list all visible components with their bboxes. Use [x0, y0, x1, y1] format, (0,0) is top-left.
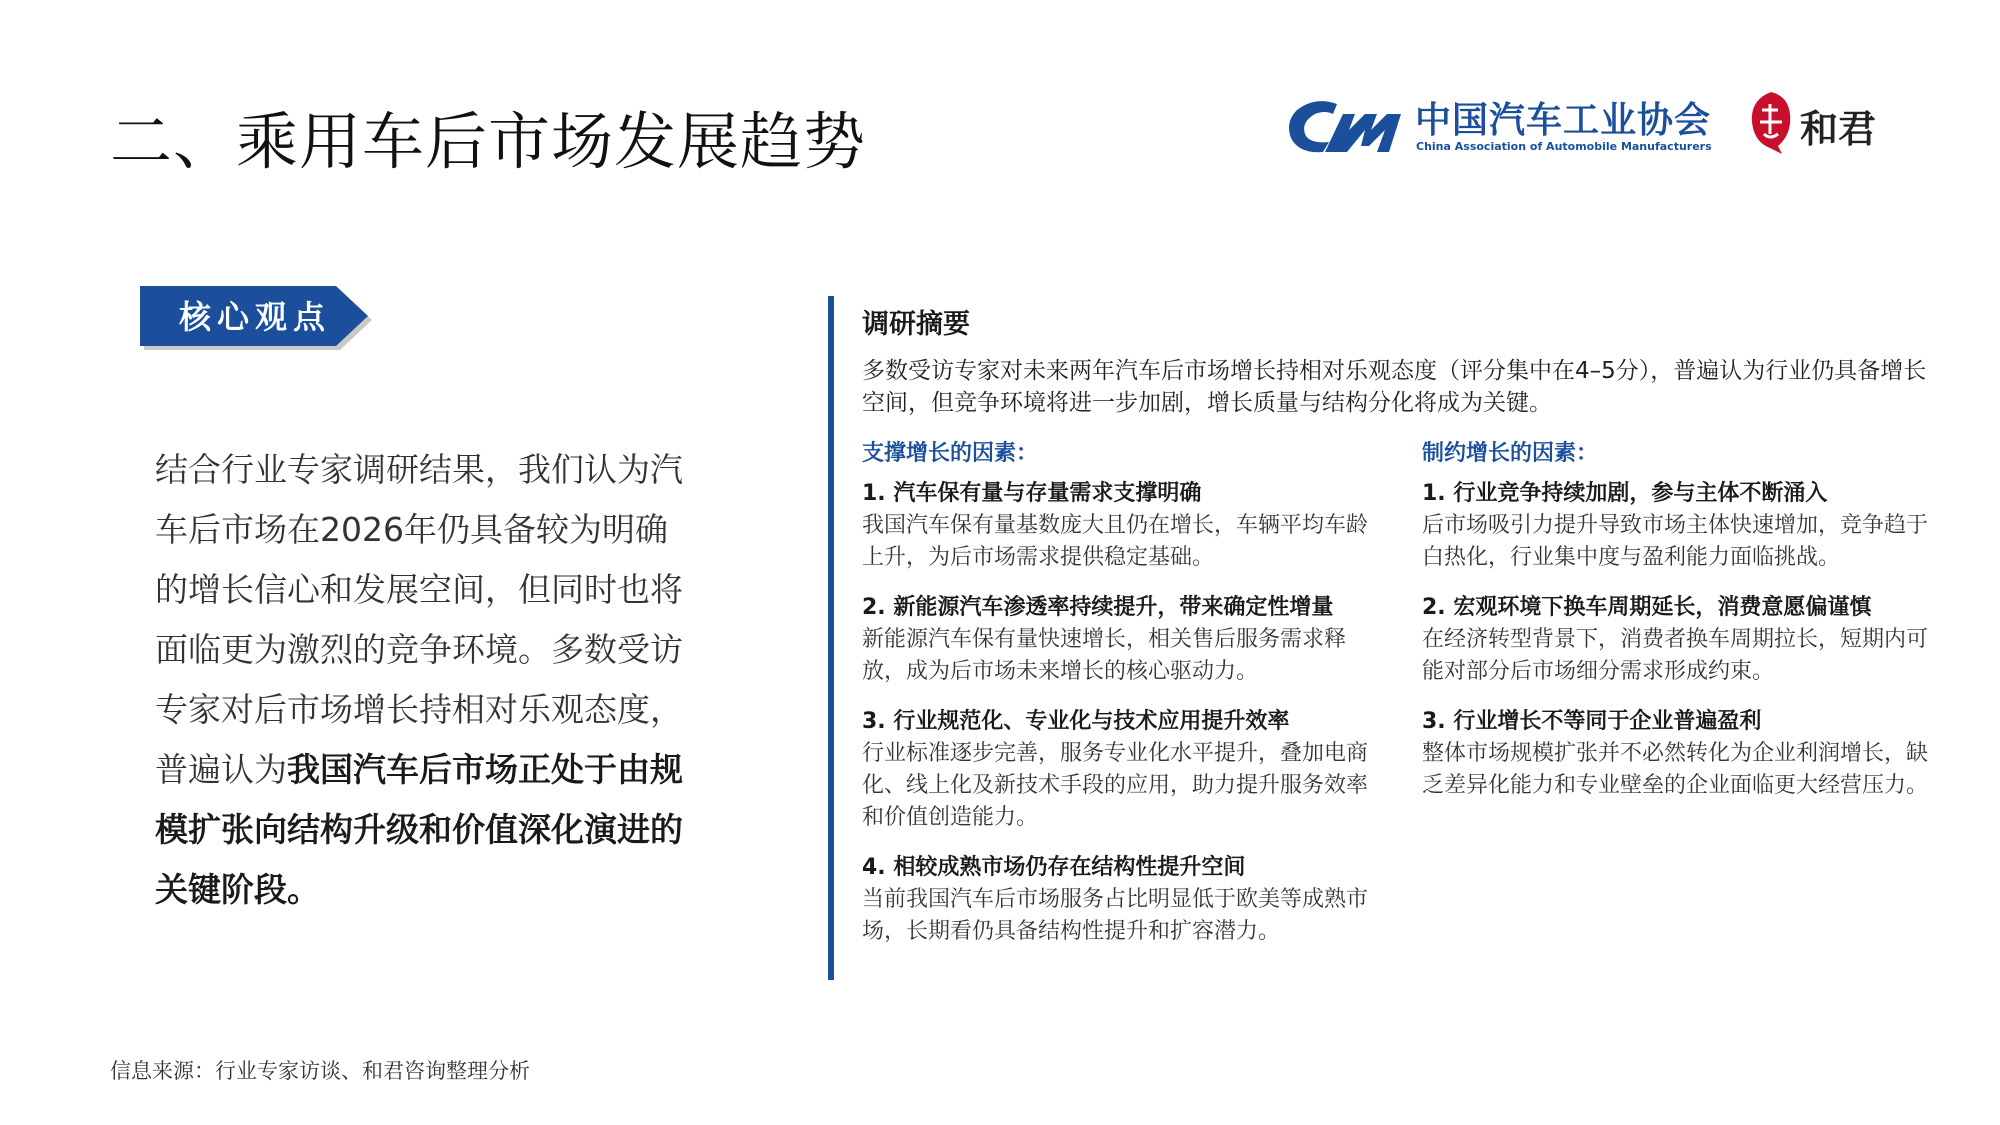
- caam-logo-en: China Association of Automobile Manufacturers: [1416, 140, 1712, 153]
- item-title: 3. 行业增长不等同于企业普遍盈利: [1422, 709, 1762, 734]
- constraint-heading: 制约增长的因素：: [1422, 441, 1599, 466]
- hejun-logo-text: 和君: [1800, 106, 1877, 151]
- hejun-logo: [1748, 90, 1908, 160]
- list-item: [1422, 478, 1932, 574]
- source-note: 信息来源：行业专家访谈、和君咨询整理分析: [110, 1059, 530, 1083]
- item-title: 3. 行业规范化、专业化与技术应用提升效率: [862, 709, 1290, 734]
- caam-logo: [1285, 92, 1712, 162]
- summary-body: 多数受访专家对未来两年汽车后市场增长持相对乐观态度（评分集中在4–5分），普遍认为行业仍具备增长空间，但竞争环境将进一步加剧，增长质量与结构分化将成为关键。: [862, 358, 1927, 416]
- summary-title: 调研摘要: [862, 309, 970, 340]
- item-title: 2. 新能源汽车渗透率持续提升，带来确定性增量: [862, 595, 1334, 620]
- core-viewpoint-label: 核心观点: [178, 298, 331, 336]
- item-title: 1. 行业竞争持续加剧，参与主体不断涌入: [1422, 481, 1828, 506]
- core-viewpoint-text: [155, 440, 700, 920]
- core-viewpoint-badge: [140, 286, 375, 356]
- item-title: 2. 宏观环境下换车周期延长，消费意愿偏谨慎: [1422, 595, 1872, 620]
- list-item: [862, 478, 1382, 574]
- list-item: [862, 852, 1382, 948]
- core-text-bold: 我国汽车后市场正处于由规模扩张向结构升级和价值深化演进的关键阶段。: [155, 750, 683, 909]
- list-item: [862, 706, 1382, 834]
- support-factors: [862, 436, 1382, 966]
- divider-line: [828, 296, 834, 980]
- list-item: [862, 592, 1382, 688]
- item-title: 1. 汽车保有量与存量需求支撑明确: [862, 481, 1202, 506]
- core-text-plain: 结合行业专家调研结果，我们认为汽车后市场在2026年仍具备较为明确的增长信心和发展空间，但同时也将面临更为激烈的竞争环境。多数受访专家对后市场增长持相对乐观态度，普遍认为: [155, 450, 683, 789]
- item-desc: 后市场吸引力提升导致市场主体快速增加，竞争趋于白热化，行业集中度与盈利能力面临挑战。: [1422, 513, 1929, 570]
- item-desc: 新能源汽车保有量快速增长，相关售后服务需求释放，成为后市场未来增长的核心驱动力。: [862, 627, 1347, 684]
- support-heading: 支撑增长的因素：: [862, 441, 1039, 466]
- caam-logo-cn: 中国汽车工业协会: [1415, 100, 1712, 141]
- caam-logo-icon: [1285, 96, 1405, 156]
- page-title: 二、乘用车后市场发展趋势: [110, 105, 867, 178]
- list-item: [1422, 706, 1932, 802]
- item-desc: 在经济转型背景下，消费者换车周期拉长，短期内可能对部分后市场细分需求形成约束。: [1422, 627, 1929, 684]
- item-title: 4. 相较成熟市场仍存在结构性提升空间: [862, 855, 1246, 880]
- item-desc: 当前我国汽车后市场服务占比明显低于欧美等成熟市场，长期看仍具备结构性提升和扩容潜力。: [862, 887, 1369, 944]
- list-item: [1422, 592, 1932, 688]
- item-desc: 整体市场规模扩张并不必然转化为企业利润增长，缺乏差异化能力和专业壁垒的企业面临更大经营压力。: [1422, 741, 1929, 798]
- hejun-seal-icon: [1748, 90, 1794, 156]
- item-desc: 我国汽车保有量基数庞大且仍在增长，车辆平均车龄上升，为后市场需求提供稳定基础。: [862, 513, 1369, 570]
- item-desc: 行业标准逐步完善，服务专业化水平提升，叠加电商化、线上化及新技术手段的应用，助力提升服务效率和价值创造能力。: [862, 741, 1369, 830]
- constraint-factors: [1422, 436, 1932, 820]
